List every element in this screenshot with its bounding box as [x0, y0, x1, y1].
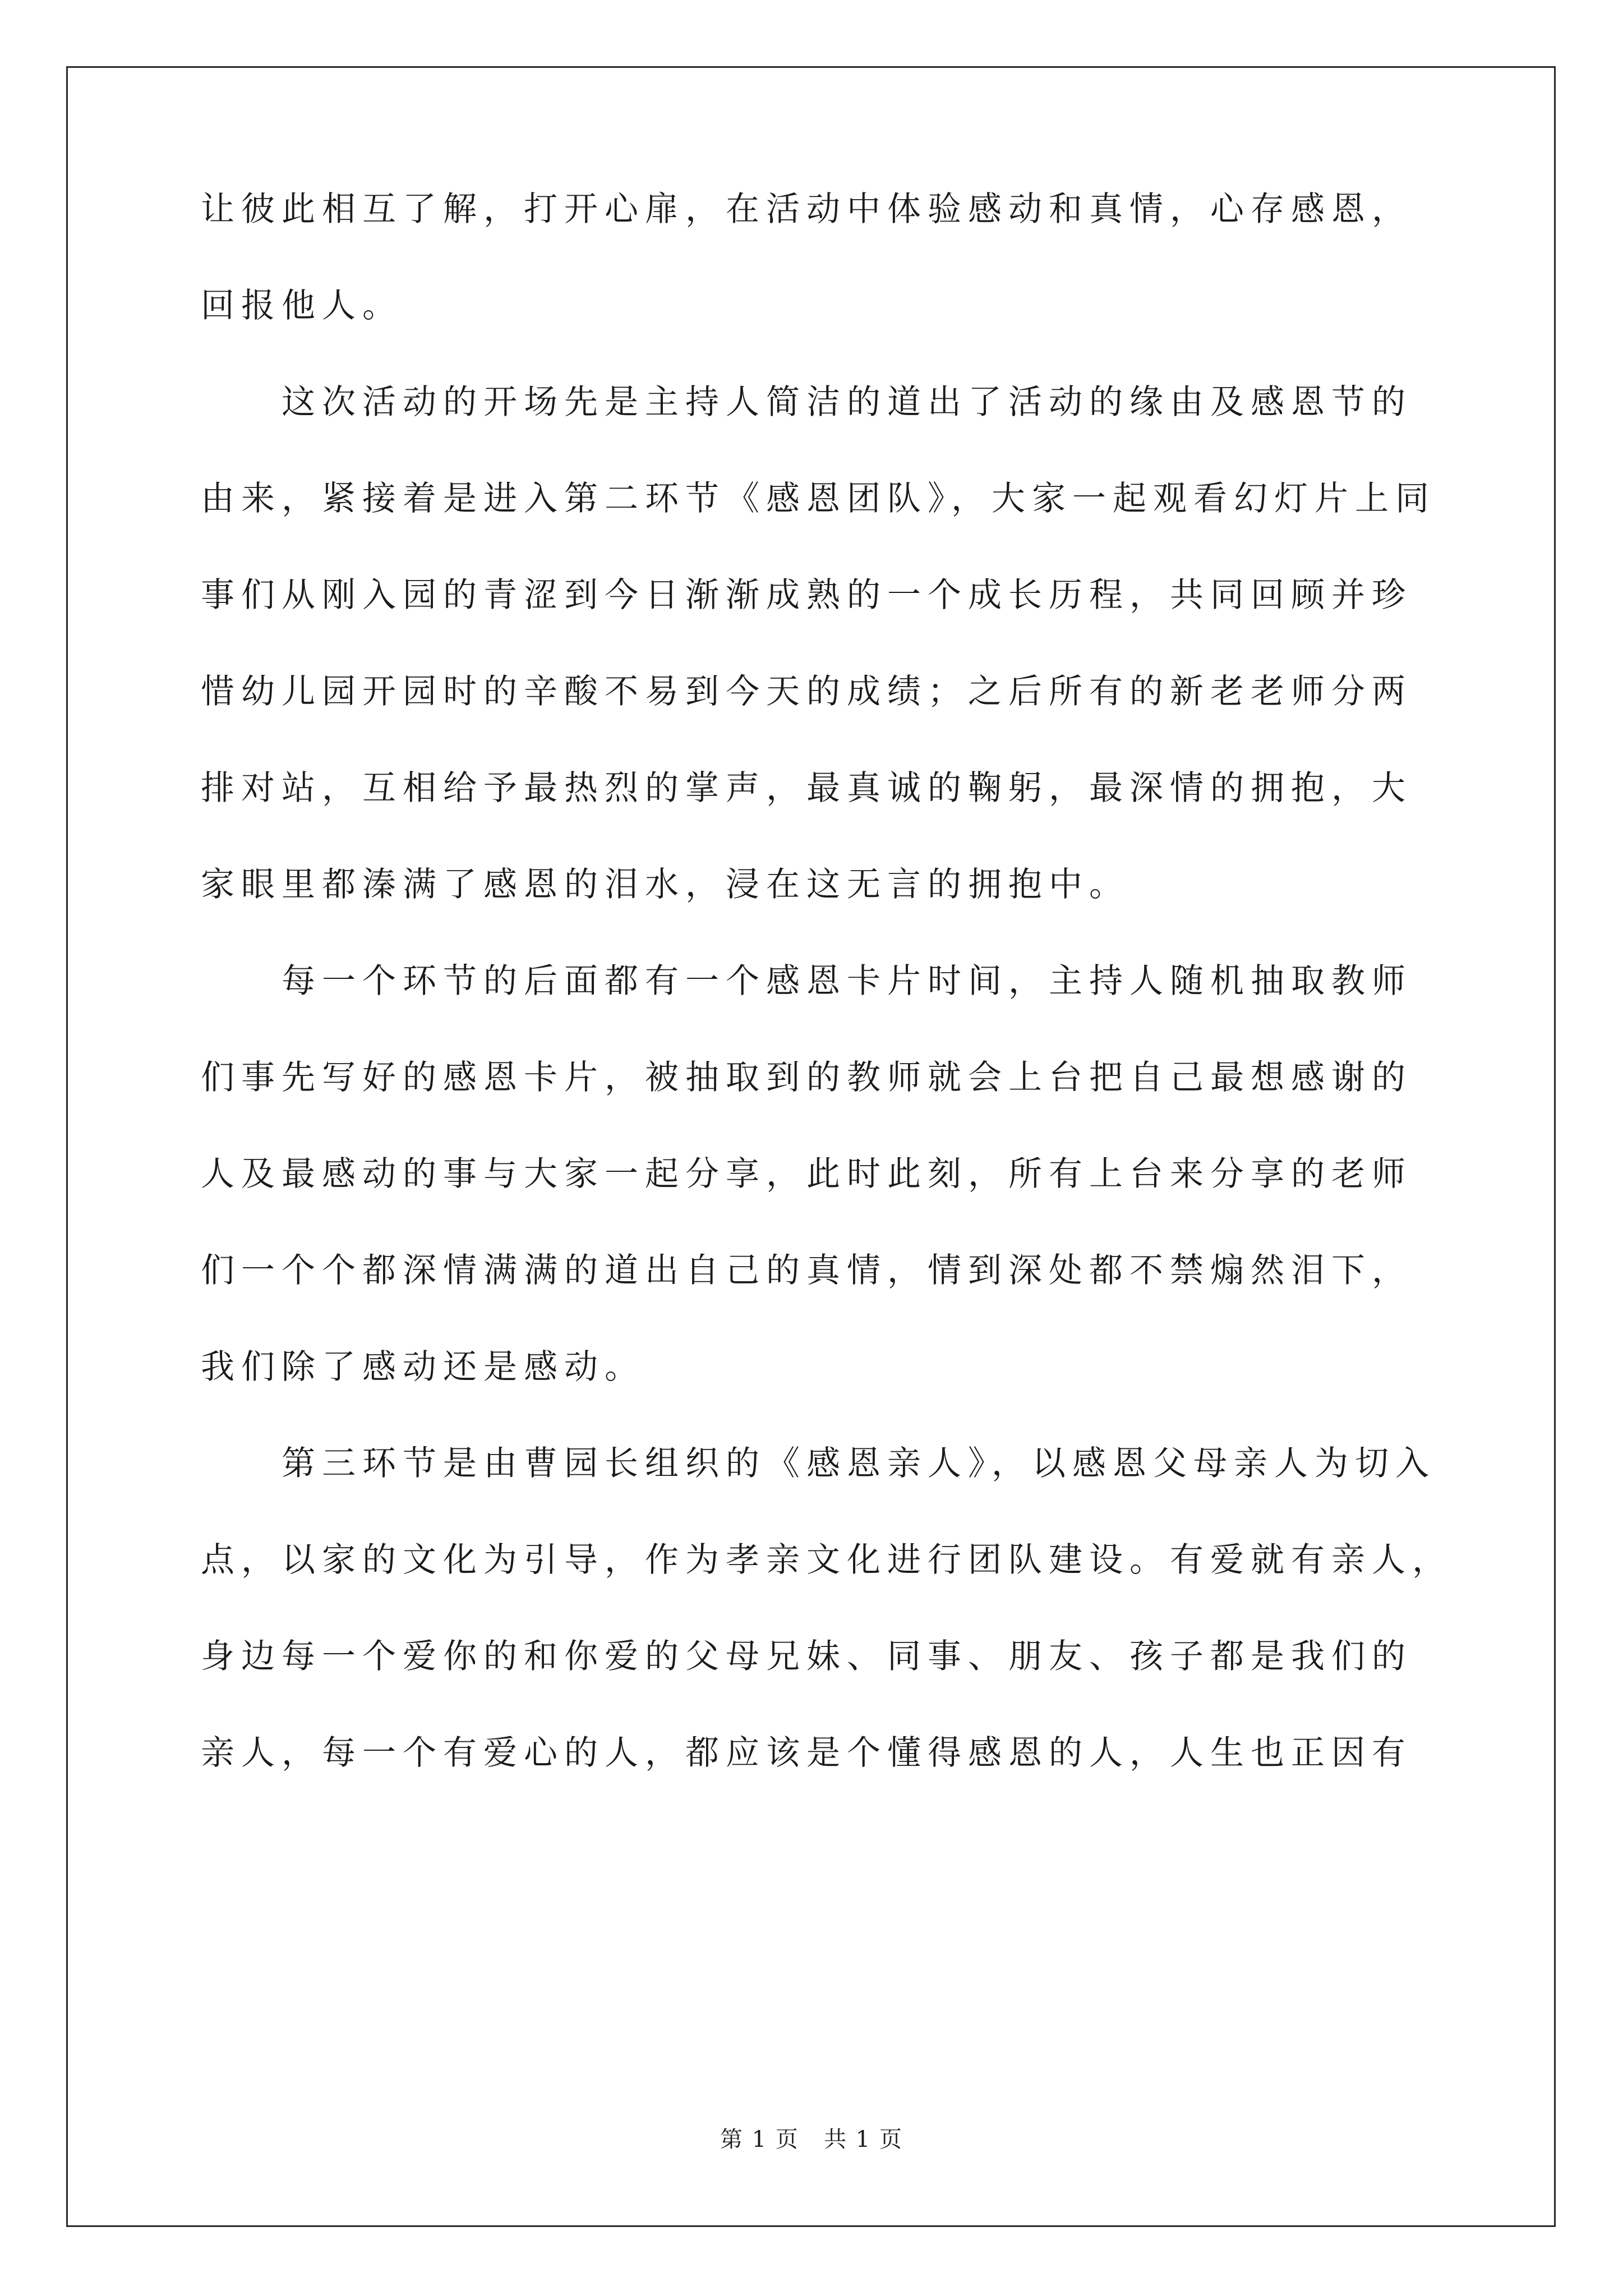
paragraph-2-line-6: 家眼里都溱满了感恩的泪水，浸在这无言的拥抱中。 [201, 865, 1129, 904]
paragraph-3-line-2: 们事先写好的感恩卡片，被抽取到的教师就会上台把自己最想感谢的 [201, 1058, 1412, 1097]
paragraph-4-line-3: 身边每一个爱你的和你爱的父母兄妹、同事、朋友、孩子都是我们的 [201, 1637, 1412, 1676]
paragraph-2-line-2: 由来，紧接着是进入第二环节《感恩团队》，大家一起观看幻灯片上同 [201, 479, 1436, 518]
paragraph-4-line-1: 第三环节是由曹园长组织的《感恩亲人》，以感恩父母亲人为切入 [282, 1444, 1436, 1483]
paragraph-2-line-5: 排对站，互相给予最热烈的掌声，最真诚的鞠躬，最深情的拥抱，大 [201, 769, 1412, 808]
paragraph-1-line-2: 回报他人。 [201, 286, 403, 325]
paragraph-2-line-1: 这次活动的开场先是主持人简洁的道出了活动的缘由及感恩节的 [282, 383, 1412, 422]
paragraph-4-line-2: 点，以家的文化为引导，作为孝亲文化进行团队建设。有爱就有亲人， [201, 1540, 1453, 1580]
paragraph-3-line-4: 们一个个都深情满满的道出自己的真情，情到深处都不禁煽然泪下， [201, 1251, 1412, 1290]
page-footer: 第 1 页 共 1 页 [720, 2127, 903, 2152]
paragraph-3-line-5: 我们除了感动还是感动。 [201, 1347, 645, 1387]
paragraph-3-line-3: 人及最感动的事与大家一起分享，此时此刻，所有上台来分享的老师 [201, 1154, 1412, 1194]
paragraph-3-line-1: 每一个环节的后面都有一个感恩卡片时间，主持人随机抽取教师 [282, 961, 1412, 1001]
paragraph-1-line-1: 让彼此相互了解，打开心扉，在活动中体验感动和真情，心存感恩， [201, 190, 1412, 229]
paragraph-2-line-3: 事们从刚入园的青涩到今日渐渐成熟的一个成长历程，共同回顾并珍 [201, 576, 1412, 615]
paragraph-4-line-4: 亲人，每一个有爱心的人，都应该是个懂得感恩的人，人生也正因有 [201, 1733, 1412, 1773]
paragraph-2-line-4: 惜幼儿园开园时的辛酸不易到今天的成绩；之后所有的新老老师分两 [201, 672, 1412, 711]
